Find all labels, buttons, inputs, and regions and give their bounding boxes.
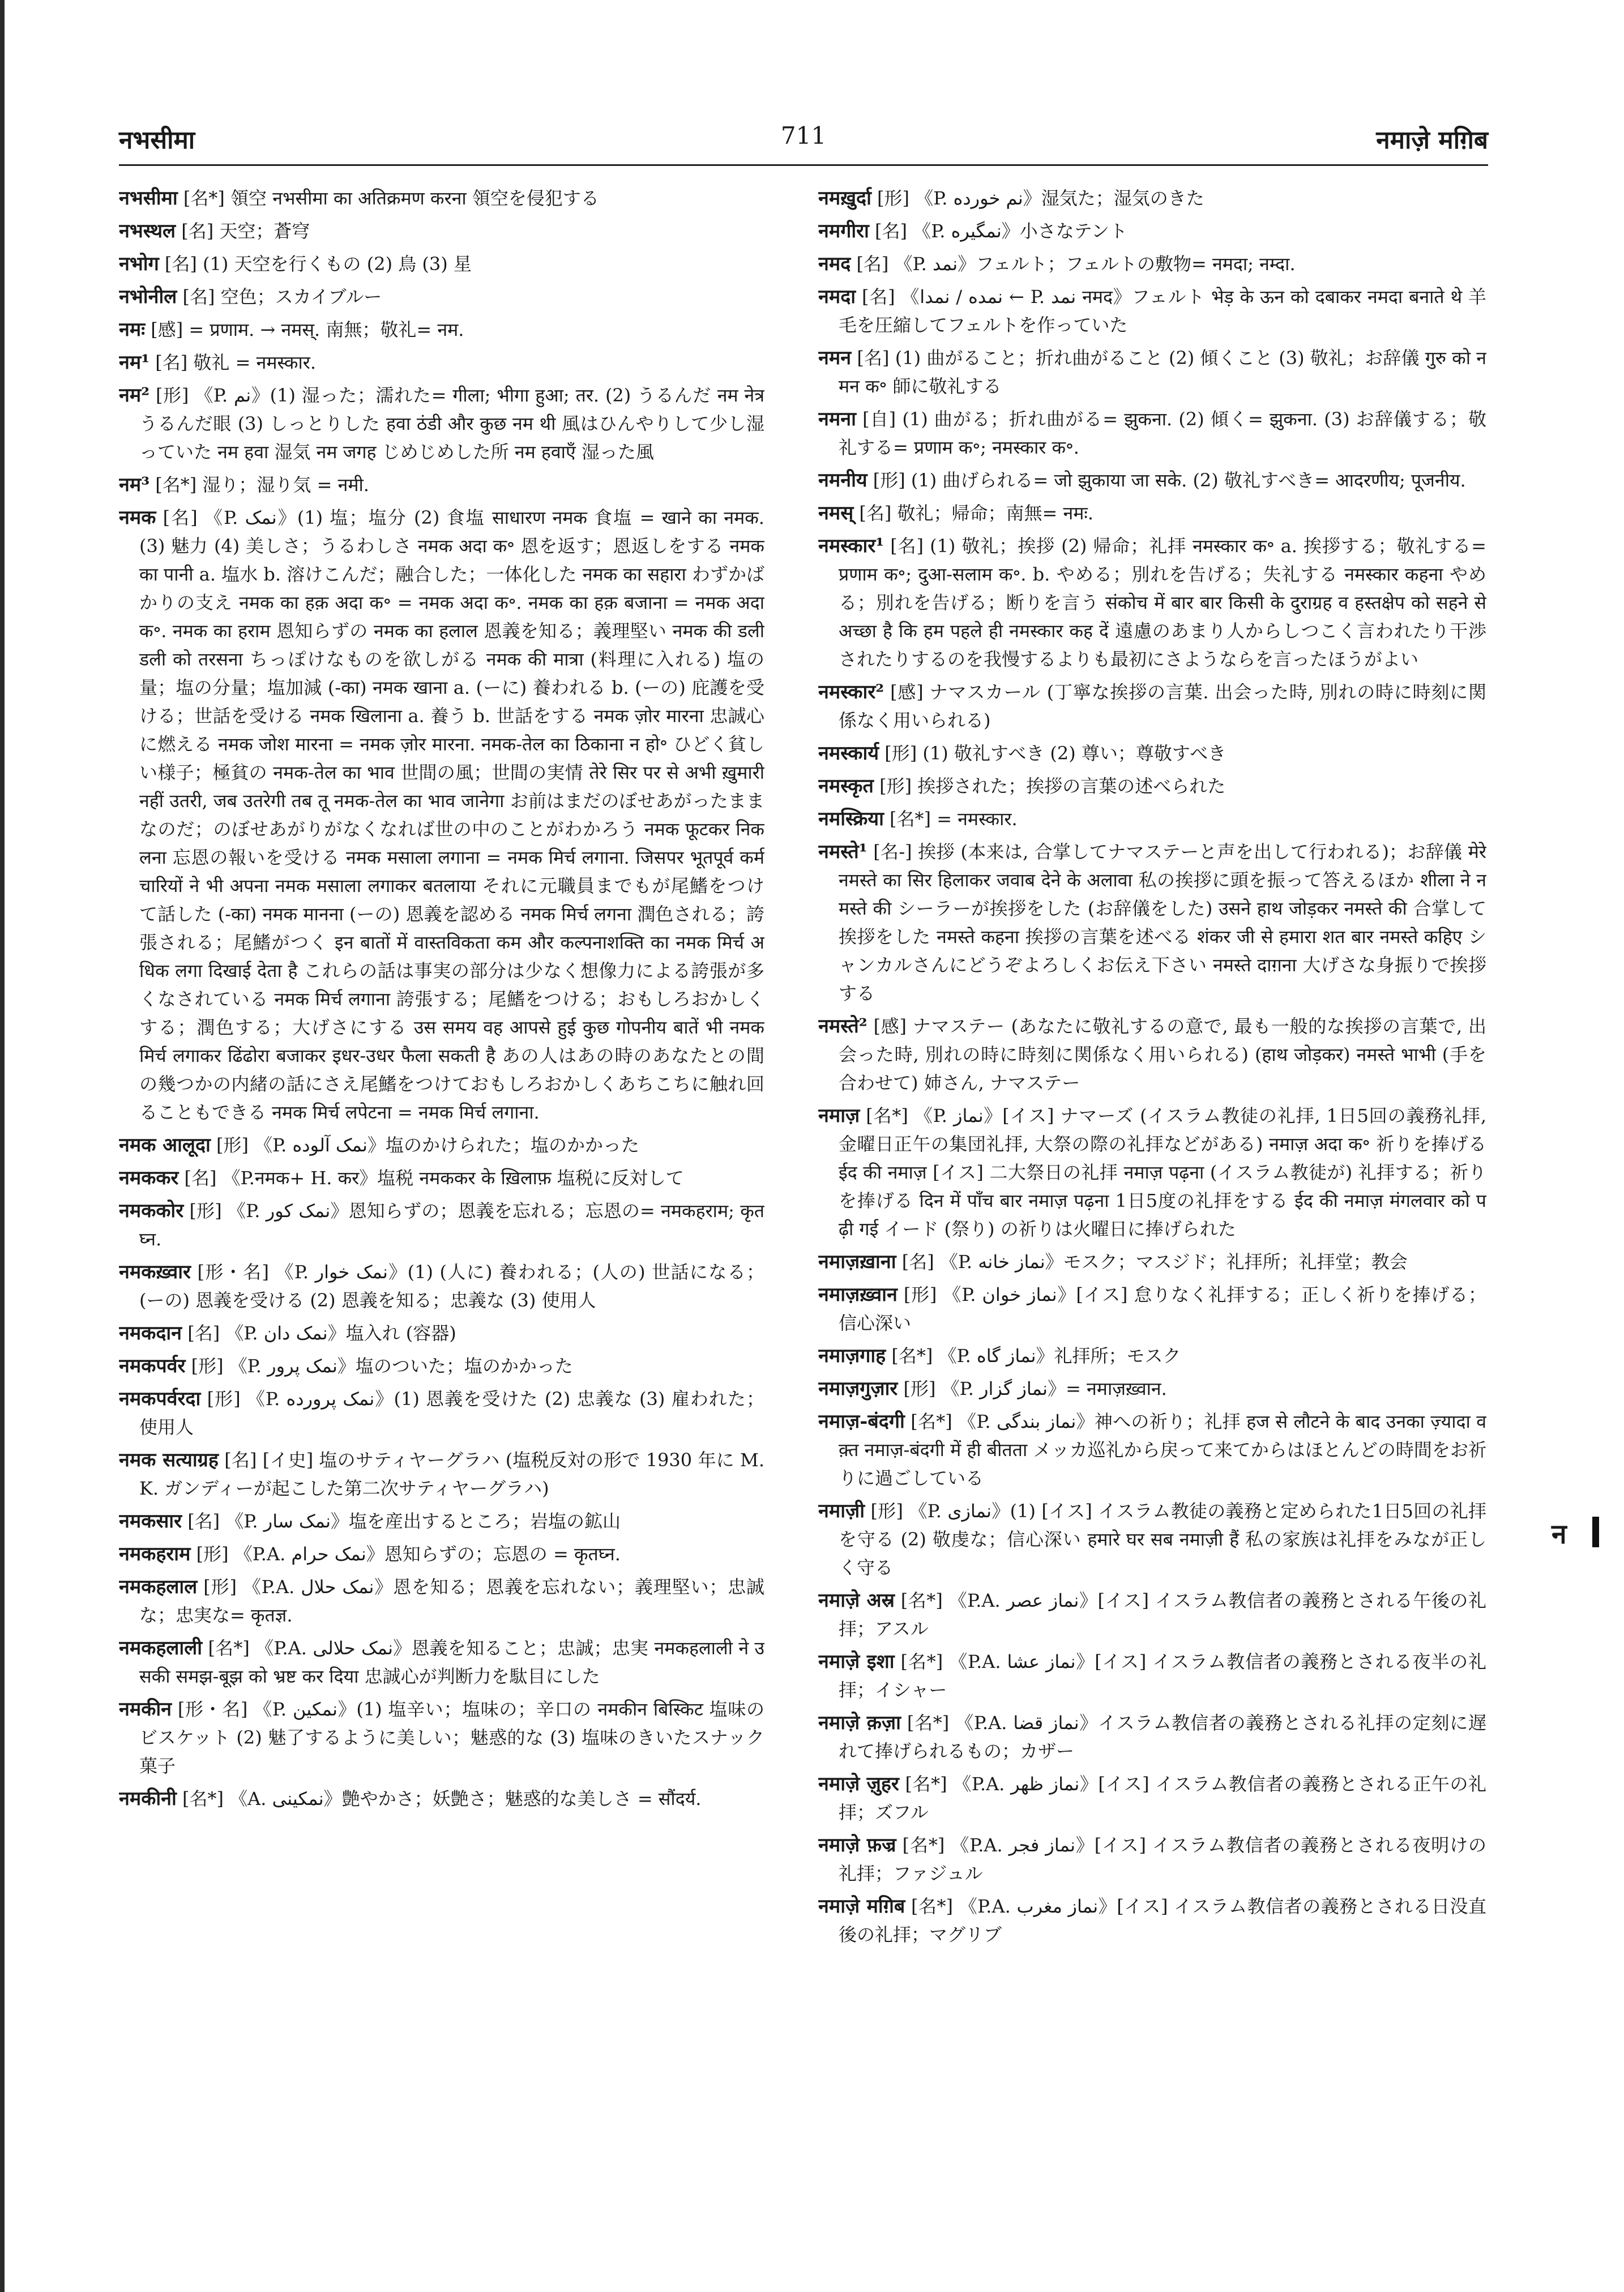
entry-headword: नमना [818, 408, 856, 430]
dictionary-entry [119, 1573, 764, 1629]
dictionary-entry [119, 315, 764, 344]
entry-headword: नमद [818, 253, 851, 275]
dictionary-entry [818, 1497, 1486, 1582]
dictionary-entry [119, 217, 764, 245]
entry-definition: [名*] 《P. نماز گاه》礼拝所；モスク [891, 1345, 1181, 1367]
entry-headword: नभस्थल [119, 220, 176, 242]
entry-definition: [名] 《P. نمک》(1) 塩；塩分 (2) 食塩 साधारण नमक 食塩 = खाने का नमक. (3) 魅力 (4) 美しさ；うるわしさ नमक अदा क॰ 恩を返す；恩返しをする नमक का पानी a. 塩水 b. 溶けこんだ；融合した；一体化した नमक का सहारा わずかばかりの支え नमक का हक़ अदा क॰ = नमक अदा क॰. नमक का हक़ बजाना = नमक अदा क॰. नमक का हराम 恩知らずの नमक का हलाल 恩義を知る；義理堅い नमक की डली डली को तरसना ちっぽけなものを欲しがる नमक की मात्रा (料理に入れる) 塩の量；塩の分量；塩加減 (-का) नमक खाना a. (ーに) 養われる b. (ーの) 庇護を受ける；世話を受ける नमक खिलाना a. 養う b. 世話をする नमक ज़ोर मारना 忠誠心に燃える नमक जोश मारना = नमक ज़ोर मारना. नमक-तेल का ठिकाना न हो॰ ひどく貧しい様子；極貧の नमक-तेल का भाव 世間の風；世間の実情 तेरे सिर पर से अभी ख़ुमारी नहीं उतरी, जब उतरेगी तब तू नमक-तेल का भाव जानेगा お前はまだのぼせあがったままなのだ；のぼせあがりがなくなれば世の中のことがわかろう नमक फूटकर निकलना 忘恩の報いを受ける नमक मसाला लगाना = नमक मिर्च लगाना. जिसपर भूतपूर्व कर्मचारियों ने भी अपना नमक मसाला लगाकर बतलाया それに元職員までもが尾鰭をつけて話した (-का) नमक मानना (ーの) 恩義を認める नमक मिर्च लगना 潤色される；誇張される；尾鰭がつく इन बातों में वास्तविकता कम और कल्पनाशक्ति का नमक मिर्च अधिक लगा दिखाई देता है これらの話は事実の部分は少なく想像力による誇張が多くなされている नमक मिर्च लगाना 誇張する；尾鰭をつける；おもしろおかしくする；潤色する；大げさにする उस समय वह आपसे हुई कुछ गोपनीय बातें भी नमक मिर्च लगाकर ढिंढोरा बजाकर इधर-उधर फैला सकती है あの人はあの時のあなたとの間の幾つかの内緒の話にさえ尾鰭をつけておもしろおかしくあちこちに触れ回ることもできる नमक मिर्च लपेटना = नमक मिर्च लगाना. [139, 507, 764, 1123]
entry-definition: [名] 《P. نمگیره》小さなテント [875, 220, 1128, 242]
entry-headword: नमकदान [119, 1322, 182, 1345]
dictionary-entry [818, 405, 1486, 462]
dictionary-entry [818, 1102, 1486, 1243]
entry-headword: नमस्कार¹ [818, 535, 884, 557]
entry-definition: [名] [イ史] 塩のサティヤーグラハ (塩税反対の形で 1930 年に M.K. ガンディーが起こした第二次サティヤーグラハ) [139, 1449, 764, 1499]
dictionary-entry [818, 217, 1486, 245]
entry-definition: [名] 《P. نمک دان》塩入れ (容器) [187, 1322, 456, 1344]
dictionary-entry [818, 805, 1486, 833]
entry-definition: [形] 《P. نماز خوان》[イス] 怠りなく礼拝する；正しく祈りを捧げる；信心深い [839, 1284, 1486, 1334]
dictionary-entry [119, 1507, 764, 1535]
entry-headword: नमदा [818, 285, 856, 308]
entry-definition: [形] 《P.A. نمک حلال》恩を知る；恩義を忘れない；義理堅い；忠誠な；忠実な= कृतज्ञ. [139, 1576, 764, 1626]
entry-definition: [名] 《P. نمد》フェルト；フェルトの敷物= नमदा; नम्दा. [856, 253, 1296, 275]
dictionary-entry [119, 1164, 764, 1192]
entry-headword: नमाज़ [818, 1104, 860, 1127]
entry-definition: [形] 《P. نم خورده》湿気た；湿気のきた [877, 187, 1204, 209]
entry-headword: नमस्कृत [818, 775, 874, 797]
dictionary-entry [818, 1709, 1486, 1765]
dictionary-entry [818, 499, 1486, 527]
dictionary-entry [818, 1770, 1486, 1826]
page-header [119, 122, 1488, 161]
entry-headword: नमकीन [119, 1698, 172, 1721]
entry-headword: नभोनील [119, 285, 177, 308]
dictionary-entry [119, 1197, 764, 1253]
entry-headword: नमकहलाली [119, 1637, 203, 1659]
entry-headword: नमाज़गुज़ार [818, 1377, 898, 1400]
entry-definition: [形・名] 《P. نمکین》(1) 塩辛い；塩味の；辛口の नमकीन बिस्किट 塩味のビスケット (2) 魅了するように美しい；魅惑的な (3) 塩味のきいたスナック菓子 [139, 1698, 764, 1777]
entry-definition: [名*] 《P.A. نمک حلالی》恩義を知ること；忠誠；忠実 नमकहलाली ने उसकी समझ-बूझ को भ्रष्ट कर दिया 忠誠心が判断力を駄目にした [139, 1637, 764, 1687]
left-column [119, 184, 764, 2217]
entry-headword: नमाज़ी [818, 1500, 865, 1522]
entry-definition: [名] 《P. نمک سار》塩を産出するところ；岩塩の鉱山 [187, 1510, 621, 1532]
dictionary-entry [119, 1785, 764, 1813]
thumb-index-letter: न [1552, 1518, 1567, 1550]
entry-headword: नमकसार [119, 1510, 182, 1533]
entry-headword: नमाज़े क़ज़ा [818, 1711, 901, 1734]
entry-headword: नमस् [818, 502, 854, 524]
entry-definition: [形] 挨拶された；挨拶の言葉の述べられた [879, 775, 1226, 797]
entry-headword: नमक आलूदा [119, 1134, 211, 1156]
entry-definition: [名*] 《P.A. نماز عشا》[イス] イスラム教信者の義務とされる夜半の礼拝；イシャー [839, 1651, 1486, 1701]
entry-definition: [自] (1) 曲がる；折れ曲がる= झुकना. (2) 傾く= झुकना. (3) お辞儀する；敬礼する= प्रणाम क॰; नमस्कार क॰. [839, 408, 1486, 458]
entry-headword: नम³ [119, 473, 150, 496]
entry-definition: [名] (1) 天空を行くもの (2) 鳥 (3) 星 [164, 253, 472, 275]
entry-definition: [名*] 《P.A. نماز قضا》イスラム教信者の義務とされる礼拝の定刻に遅れて捧げられるもの；カザー [839, 1712, 1486, 1762]
entry-headword: नमक सत्याग्रह [119, 1449, 219, 1471]
entry-definition: [形] 《P. نمک پرورده》(1) 恩義を受けた (2) 忠義な (3) 雇われた；使用人 [139, 1388, 764, 1438]
entry-headword: नमकीनी [119, 1787, 177, 1810]
page-number: 711 [780, 122, 827, 150]
dictionary-entry [119, 1131, 764, 1159]
header-rule [119, 164, 1488, 166]
entry-headword: नमख़ुर्दा [818, 187, 871, 210]
entry-definition: [名] (1) 敬礼；挨拶 (2) 帰命；礼拝 नमस्कार क॰ a. 挨拶する；敬礼する= प्रणाम क॰; दुआ-सलाम क॰. b. やめる；別れを告げる；失礼する नमस्कार कहना やめる；別れを告げる；断りを言う संकोच में बार बार किसी के दुराग्रह व हस्तक्षेप को सहने से अच्छा है कि हम पहले ही नमस्कार कह दें 遠慮のあまり人からしつこく言われたり干渉されたりするのを我慢するよりも最初にさようならを言ったほうがよい [839, 535, 1486, 670]
entry-definition: [名] 《P. نماز خانه》モスク；マスジド；礼拝所；礼拝堂；教会 [901, 1251, 1408, 1273]
dictionary-entry [818, 678, 1486, 735]
dictionary-entry [818, 466, 1486, 494]
dictionary-entry [119, 503, 764, 1126]
entry-headword: नमस्कार² [818, 681, 884, 703]
entry-headword: नमाज़े इशा [818, 1650, 895, 1673]
entry-headword: नमाज़े अस्र [818, 1589, 895, 1612]
dictionary-entry [119, 1352, 764, 1380]
dictionary-entry [119, 1540, 764, 1568]
dictionary-entry [818, 838, 1486, 1008]
entry-headword: नमाज़गाह [818, 1345, 886, 1367]
entry-definition: [形・名] 《P. نمک خوار》(1) (人に) 養われる；(人の) 世話になる；(ーの) 恩義を受ける (2) 恩義を知る；忠義な (3) 使用人 [139, 1261, 764, 1311]
entry-headword: नमाज़ख़ाना [818, 1250, 896, 1273]
entry-definition: [形] 《P. نم》(1) 湿った；濡れた= गीला; भीगा हुआ; तर. (2) うるんだ नम नेत्र うるんだ眼 (3) しっとりした हवा ठंडी और कुछ नम थी 風はひんやりして少し湿っていた नम हवा 湿気 नम जगह じめじめした所 नम हवाएँ 湿った風 [139, 385, 764, 463]
entry-definition: [名] 空色；スカイブルー [182, 286, 382, 308]
entry-headword: नमकहलाल [119, 1576, 198, 1598]
dictionary-entry [818, 250, 1486, 278]
entry-definition: [名*] 《P. نماز》[イス] ナマーズ (イスラム教徒の礼拝, 1日5回の義務礼拝, 金曜日正午の集団礼拝, 大祭の際の礼拝などがある) नमाज़ अदा क॰ 祈りを捧げる ईद की नमाज़ [イス] 二大祭日の礼拝 नमाज़ पढ़ना (イスラム教徒が) 礼拝する；祈りを捧げる दिन में पाँच बार नमाज़ पढ़ना 1日5度の礼拝をする ईद की नमाज़ मंगलवार को पढ़ी गई イード (祭り) の祈りは火曜日に捧げられた [839, 1105, 1486, 1240]
entry-headword: नमकपर्वरदा [119, 1388, 201, 1410]
dictionary-entry [818, 532, 1486, 673]
entry-headword: नमकहराम [119, 1543, 191, 1565]
entry-headword: नमाज़ख़्वान [818, 1283, 898, 1306]
dictionary-entry [119, 1446, 764, 1503]
dictionary-entry [818, 1647, 1486, 1704]
entry-headword: नभोग [119, 253, 159, 275]
entry-headword: नमाज़-बंदगी [818, 1410, 905, 1433]
entry-definition: [名*] 《P.A. نماز ظهر》[イス] イスラム教信者の義務とされる正午の礼拝；ズフル [839, 1773, 1486, 1823]
entry-definition: [名] 天空；蒼穹 [181, 220, 310, 242]
entry-definition: [感] ナマスカール (丁寧な挨拶の言葉. 出会った時, 別れの時に時刻に関係なく用いられる) [839, 681, 1486, 731]
entry-definition: [名*] 《A. نمکینی》艶やかさ；妖艶さ；魅惑的な美しさ = सौंदर्य. [182, 1788, 702, 1809]
dictionary-entry [818, 1586, 1486, 1643]
dictionary-entry [818, 1281, 1486, 1337]
entry-headword: नमन [818, 347, 852, 369]
entry-headword: नम¹ [119, 351, 150, 374]
dictionary-entry [818, 1012, 1486, 1097]
dictionary-entry [818, 1892, 1486, 1949]
entry-definition: [形] 《P.A. نمک حرام》恩知らずの；忘恩の = कृतघ्न. [196, 1543, 621, 1565]
entry-headword: नमाज़े ज़ुहर [818, 1773, 899, 1795]
entry-headword: नमः [119, 318, 146, 341]
entry-headword: नम² [119, 384, 150, 407]
entry-definition: [感] = प्रणाम. → नमस्. 南無；敬礼= नम. [151, 319, 464, 340]
right-column [818, 184, 1486, 2217]
entry-definition: [名*] = नमस्कार. [890, 808, 1018, 830]
dictionary-entry [818, 1407, 1486, 1492]
entry-definition: [形] (1) 曲げられる= जो झुकाया जा सके. (2) 敬礼すべき= आदरणीय; पूजनीय. [873, 470, 1466, 491]
entry-definition: [形] (1) 敬礼すべき (2) 尊い；尊敬すべき [884, 742, 1226, 764]
entry-definition: [感] ナマステー (あなたに敬礼するの意で, 最も一般的な挨拶の言葉で, 出会った時, 別れの時に時刻に関係なく用いられる) (हाथ जोड़कर) नमस्ते भाभी (手を合わせて) 姉さん, ナマステー [839, 1015, 1486, 1094]
dictionary-entry [119, 184, 764, 212]
entry-headword: नमस्ते¹ [818, 840, 867, 863]
dictionary-entry [818, 1831, 1486, 1888]
entry-headword: नमाज़े फ़ज्र [818, 1834, 896, 1856]
dictionary-entry [818, 184, 1486, 212]
entry-headword: नमककोर [119, 1200, 184, 1222]
dictionary-entry [119, 1385, 764, 1441]
entry-headword: नमस्ते² [818, 1015, 867, 1038]
entry-definition: [名*] 湿り；湿り気 = नमी. [155, 474, 369, 496]
entry-definition: [形] 《P. نماز گزار》= नमाज़ख़्वान. [903, 1378, 1167, 1399]
running-head-first-entry: नभसीमा [119, 126, 195, 155]
dictionary-entry [119, 283, 764, 311]
entry-definition: [名*] 《P.A. نماز فجر》[イス] イスラム教信者の義務とされる夜明けの礼拝；ファジュル [839, 1834, 1486, 1884]
dictionary-entry [119, 1258, 764, 1314]
entry-headword: नमक [119, 506, 156, 529]
dictionary-entry [119, 1319, 764, 1347]
running-head-last-entry: नमाज़े मग़िब [1376, 126, 1488, 155]
entry-headword: नमस्कार्य [818, 742, 879, 765]
scan-edge [0, 0, 5, 2292]
entry-definition: [名] (1) 曲がること；折れ曲がること (2) 傾くこと (3) 敬礼；お辞儀 गुरु को नमन क॰ 師に敬礼する [839, 347, 1486, 397]
entry-definition: [名] 敬礼；帰命；南無= नमः. [859, 502, 1094, 524]
dictionary-entry [119, 1695, 764, 1780]
entry-headword: नमकपर्वर [119, 1355, 186, 1377]
dictionary-entry [818, 344, 1486, 400]
entry-headword: नमककर [119, 1167, 179, 1189]
entry-headword: नमनीय [818, 469, 867, 492]
dictionary-entry [119, 1634, 764, 1691]
dictionary-entry [818, 1342, 1486, 1370]
dictionary-entry [119, 348, 764, 377]
entry-definition: [名*] 《P.A. نماز عصر》[イス] イスラム教信者の義務とされる午後の礼拝；アスル [839, 1590, 1486, 1640]
entry-definition: [形] 《P. نمک کور》恩知らずの；恩義を忘れる；忘恩の= नमकहराम; कृतघ्न. [139, 1200, 764, 1250]
dictionary-entry [119, 381, 764, 466]
entry-definition: [形] 《P. نمک آلوده》塩のかけられた；塩のかかった [216, 1134, 639, 1156]
thumb-index-bar [1592, 1517, 1599, 1547]
entry-definition: [形] 《P. نمازی》(1) [イス] イスラム教徒の義務と定められた1日5回の礼拝を守る (2) 敬虔な；信心深い हमारे घर सब नमाज़ी हैं 私の家族は礼拝をみなが正しく守る [839, 1500, 1486, 1578]
entry-definition: [形] 《P. نمک پرور》塩のついた；塩のかかった [191, 1355, 573, 1377]
dictionary-entry [119, 471, 764, 499]
dictionary-entry [818, 772, 1486, 800]
entry-headword: नमगीरा [818, 220, 869, 242]
entry-definition: [名-] 挨拶 (本来は, 合掌してナマステーと声を出して行われる)；お辞儀 मेरे नमस्ते का सिर हिलाकर जवाब देने के अलावा 私の挨拶に頭を振って答えるほか शीला ने नमस्ते की シーラーが挨拶をした (お辞儀をした) उसने हाथ जोड़कर नमस्ते की 合掌して挨拶をした नमस्ते कहना 挨拶の言葉を述べる शंकर जी से हमारा शत बार नमस्ते कहिए シャンカルさんにどうぞよろしくお伝え下さい नमस्ते दाग़ना 大げさな身振りで挨拶する [839, 841, 1486, 1004]
dictionary-entry [818, 1375, 1486, 1403]
entry-definition: [名] 《P.नमक+ H. कर》塩税 नमककर के ख़िलाफ़ 塩税に反対して [184, 1167, 684, 1189]
entry-headword: नमस्क्रिया [818, 808, 884, 830]
dictionary-entry [818, 283, 1486, 339]
dictionary-entry [818, 739, 1486, 767]
entry-headword: नमकख़्वार [119, 1261, 191, 1283]
entry-definition: [名*] 《P. نماز بندگی》神への祈り；礼拝 हज से लौटने के बाद उनका ज़्यादा वक़्त नमाज़-बंदगी में ही बीतता メッカ巡礼から戻って来てからはほとんどの時間をお祈りに過ごしている [839, 1411, 1486, 1489]
entry-headword: नभसीमा [119, 187, 178, 210]
entry-definition: [名] 《نمده / نمدا ← P. نمد नमद》フェルト भेड़ के ऊन को दबाकर नमदा बनाते थे 羊毛を圧縮してフェルトを作っていた [839, 286, 1486, 336]
entry-definition: [名*] 《P.A. نماز مغرب》[イス] イスラム教信者の義務とされる日没直後の礼拝；マグリブ [839, 1896, 1486, 1945]
dictionary-entry [119, 250, 764, 278]
entry-definition: [名*] 領空 नभसीमा का अतिक्रमण करना 領空を侵犯する [183, 187, 599, 209]
dictionary-entry [818, 1248, 1486, 1276]
entry-headword: नमाज़े मग़िब [818, 1895, 905, 1918]
entry-definition: [名] 敬礼 = नमस्कार. [155, 352, 317, 373]
